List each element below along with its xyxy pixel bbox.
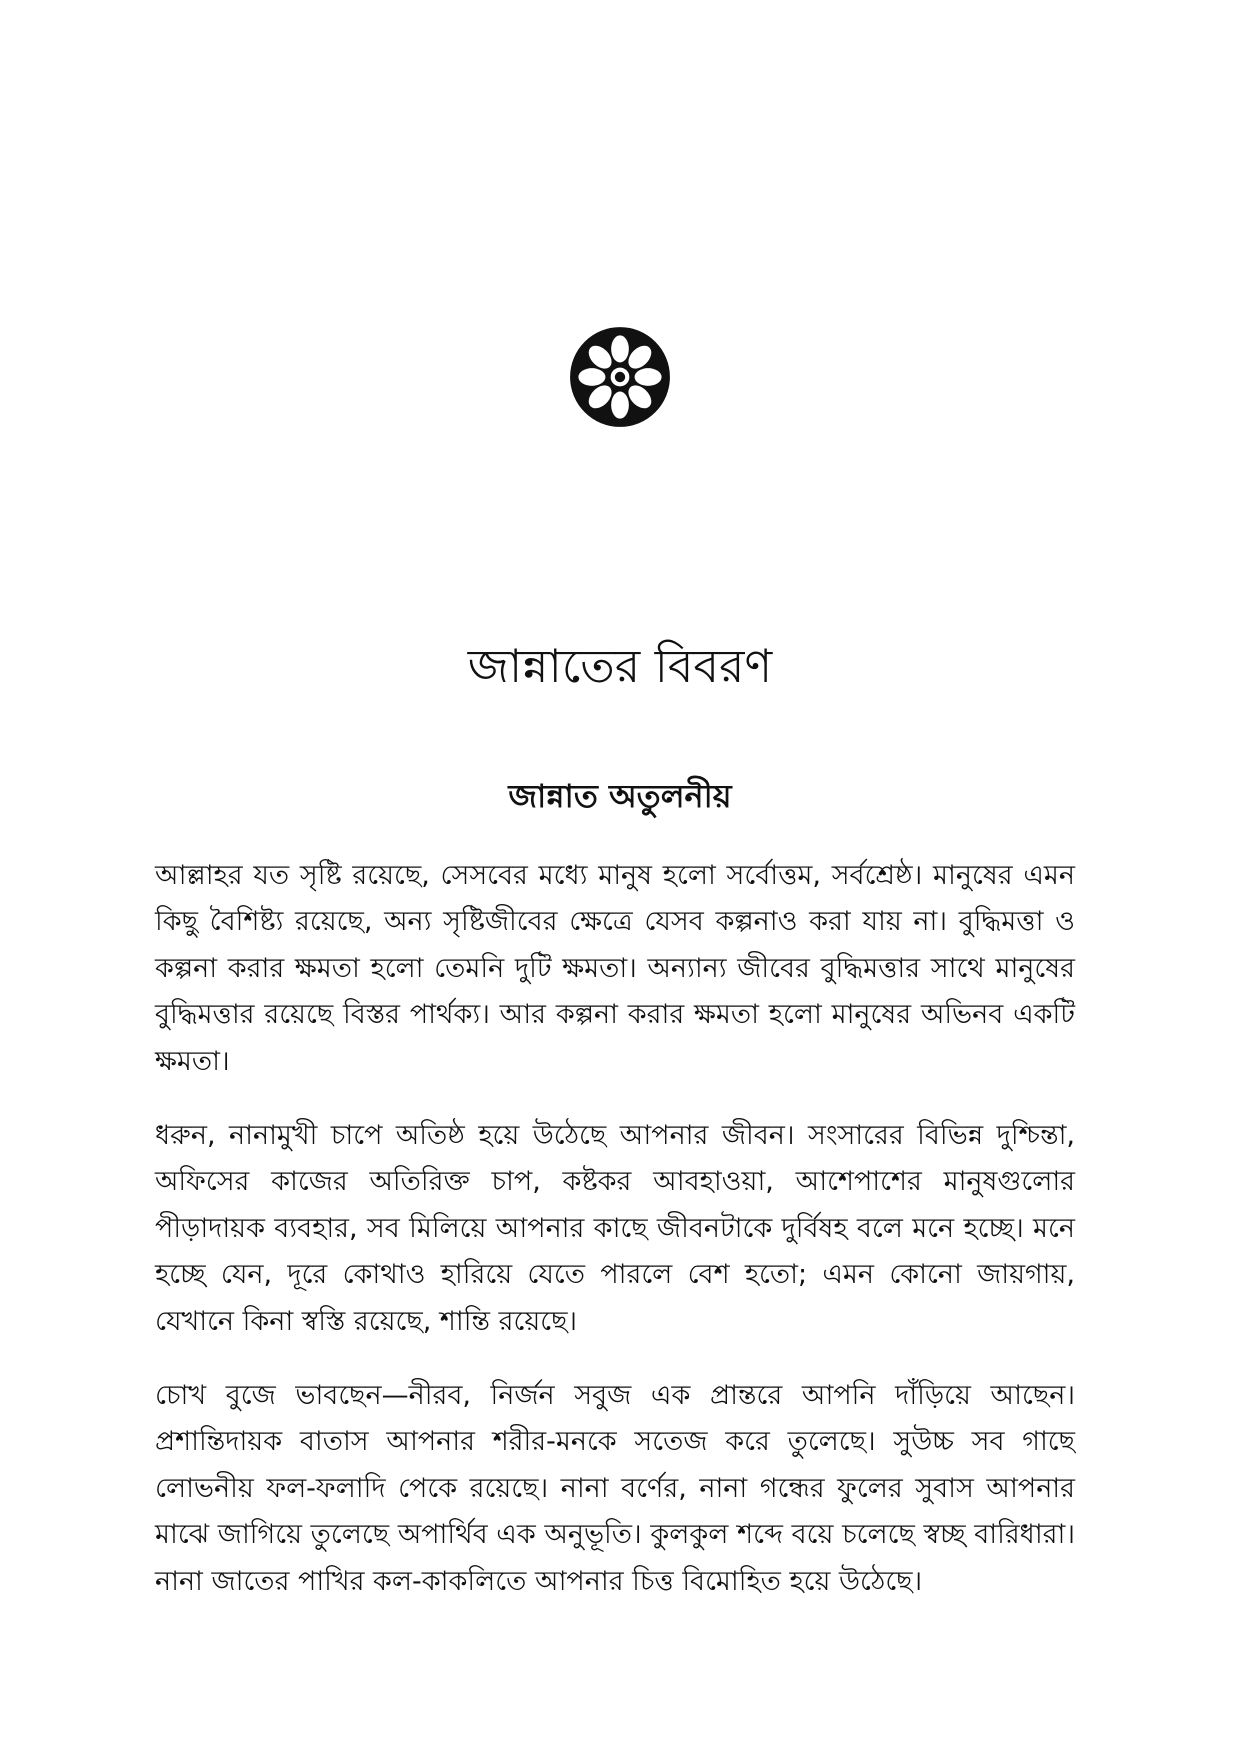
chapter-title: জান্নাতের বিবরণ (467, 639, 773, 693)
paragraph: চোখ বুজে ভাবছেন—নীরব, নির্জন সবুজ এক প্রান্তরে আপনি দাঁড়িয়ে আছেন। প্রশান্তিদায়ক বাতাস আপনার শরীর-মনকে সতেজ করে তুলেছে। সুউচ্চ সব গাছে লোভনীয় ফল-ফলাদি পেকে রয়েছে। নানা বর্ণের, নানা গন্ধের ফুলের সুবাস আপনার মাঝে জাগিয়ে তুলেছে অপার্থিব এক অনুভূতি। কুলকুল শব্দে বয়ে চলেছে স্বচ্ছ বারিধারা। নানা জাতের পাখির কল-কাকলিতে আপনার চিত্ত বিমোহিত হয়ে উঠেছে। (155, 1380, 1075, 1597)
paragraph: ধরুন, নানামুখী চাপে অতিষ্ঠ হয়ে উঠেছে আপনার জীবন। সংসারের বিভিন্ন দুশ্চিন্তা, অফিসের কাজের অতিরিক্ত চাপ, কষ্টকর আবহাওয়া, আশেপাশের মানুষগুলোর পীড়াদায়ক ব্যবহার, সব মিলিয়ে আপনার কাছে জীবনটাকে দুর্বিষহ বলে মনে হচ্ছে। মনে হচ্ছে যেন, দূরে কোথাও হারিয়ে যেতে পারলে বেশ হতো; এমন কোনো জায়গায়, যেখানে কিনা স্বস্তি রয়েছে, শান্তি রয়েছে। (155, 1120, 1075, 1337)
paragraph: আল্লাহর যত সৃষ্টি রয়েছে, সেসবের মধ্যে মানুষ হলো সর্বোত্তম, সর্বশ্রেষ্ঠ। মানুষের এমন কিছু বৈশিষ্ট্য রয়েছে, অন্য সৃষ্টিজীবের ক্ষেত্রে যেসব কল্পনাও করা যায় না। বুদ্ধিমত্তা ও কল্পনা করার ক্ষমতা হলো তেমনি দুটি ক্ষমতা। অন্যান্য জীবের বুদ্ধিমত্তার সাথে মানুষের বুদ্ধিমত্তার রয়েছে বিস্তর পার্থক্য। আর কল্পনা করার ক্ষমতা হলো মানুষের অভিনব একটি ক্ষমতা। (155, 860, 1075, 1077)
body-text (155, 853, 1075, 1633)
section-heading: জান্নাত অতুলনীয় (508, 777, 732, 815)
flower-wheel-icon (568, 325, 672, 429)
